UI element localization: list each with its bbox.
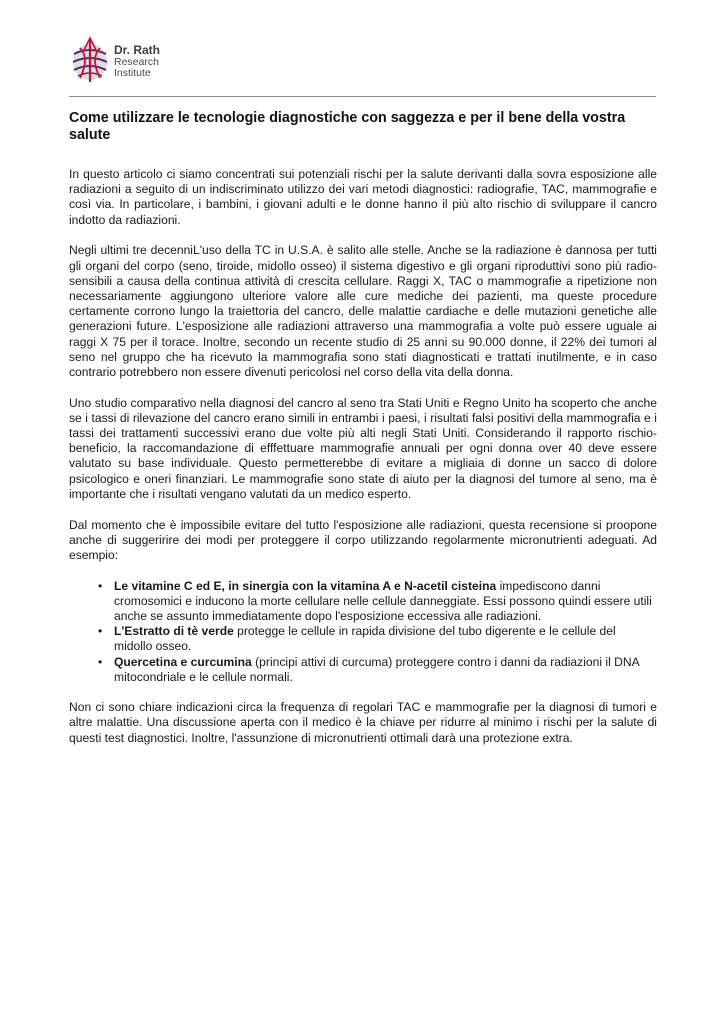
logo-line-2: Research bbox=[114, 55, 159, 68]
list-item-text: impediscono danni cromosomici e inducono la morte cellulare nelle cellule danneggiate. Essi possono quindi essere utili anche se assunto immediatamente dopo l'esposizione eccessiva alle radiazioni. bbox=[114, 578, 652, 624]
paragraph-3: Uno studio comparativo nella diagnosi del cancro al seno tra Stati Uniti e Regno Unito ha scoperto che anche se i tassi di rilevazione del cancro erano simili in entrambi i paesi, i risultati falsi positivi della mammografia e i tassi dei trattamenti successivi erano due volte più alti negli Stati Uniti. Considerando il rapporto rischio-beneficio, la raccomandazione di efffettuare mammografie annuali per ogni donna over 40 deve essere valutato su base individuale. Questo permetterebbe di evitare a migliaia di donne un sacco di dolore psicologico e oneri finanziari. Le mammografie sono state di aiuto per la diagnosi del tumore al seno, ma è importante che i risultati vengano valutati da un medico esperto. bbox=[69, 395, 657, 501]
list-item bbox=[98, 624, 657, 654]
bullet-icon: • bbox=[98, 624, 103, 639]
logo-wordmark bbox=[114, 45, 160, 80]
article-title: Come utilizzare le tecnologie diagnostiche con saggezza e per il bene della vostra salute bbox=[69, 110, 626, 143]
paragraph-4: Dal momento che è impossibile evitare del tutto l'esposizione alle radiazioni, questa recensione si proopone anche di suggeririre dei modi per proteggere il corpo utilizzando regolarmente micronutrienti adeguati. Ad esempio: bbox=[69, 517, 657, 562]
globe-logo-icon bbox=[70, 36, 110, 84]
list-item-text: (principi attivi di curcuma) proteggere contro i danni da radiazioni il DNA mitocondriale e le cellule normali. bbox=[114, 654, 639, 684]
list-item bbox=[98, 655, 657, 685]
list-item bbox=[98, 579, 657, 625]
logo-line-3: Institute bbox=[114, 67, 151, 79]
paragraph-1: In questo articolo ci siamo concentrati sui potenziali rischi per la salute derivanti dalla sovra esposizione alle radiazioni a seguito di un indiscriminato utilizzo dei vari metodi diagnostici: radiografie, TAC, mammografie e così via. In particolare, i bambini, i giovani adulti e le donne hanno il più alto rischio di sviluppare il cancro indotto da radiazioni. bbox=[69, 167, 657, 227]
header-divider bbox=[69, 96, 656, 97]
list-item-text: protegge le cellule in rapida divisione del tubo digerente e le cellule del midollo osseo. bbox=[114, 624, 616, 654]
paragraph-2: Negli ultimi tre decenniL'uso della TC in U.S.A. è salito alle stelle. Anche se la radiazione è dannosa per tutti gli organi del corpo (seno, tiroide, midollo osseo) il sistema digestivo e gli organi riproduttivi sono più radio-sensibili a causa della continua attività di crescita cellulare. Raggi X, TAC o mammografie a ripetizione non necessariamente aggiungono ulteriore valore alle cure mediche dei pazienti, ma queste procedure certamente corrono lungo la traiettoria del cancro, delle malattie cardiache e delle mutazioni genetiche alle generazioni future. L'esposizione alle radiazioni attraverso una mammografia a volte può essere uguale ai raggi X 75 per il torace. Inoltre, secondo un recente studio di 25 anni su 90.000 donne, il 22% dei tumori al seno nel gruppo che ha ricevuto la mammografia sono stati diagnosticati e trattati inutilmente, e in caso contrario potrebbero non essere divenuti pericolosi nel corso della vita della donna. bbox=[69, 243, 657, 379]
logo-line-1: Dr. Rath bbox=[114, 43, 161, 57]
closing-paragraph: Non ci sono chiare indicazioni circa la frequenza di regolari TAC e mammografie per la diagnosi di tumori e altre malattie. Una discussione aperta con il medico è la chiave per ridurre al minimo i rischi per la salute di questi test diagnostici. Inoltre, l'assunzione di micronutrienti ottimali darà una protezione extra. bbox=[69, 700, 657, 745]
bullet-icon: • bbox=[98, 578, 103, 593]
header bbox=[70, 36, 660, 86]
list-item-bold: Le vitamine C ed E, in sinergia con la vitamina A e N-acetil cisteina bbox=[114, 578, 497, 593]
article bbox=[69, 110, 657, 761]
list-item-bold: L'Estratto di tè verde bbox=[114, 624, 234, 639]
list-item-bold: Quercetina e curcumina bbox=[114, 654, 252, 669]
micronutrient-list bbox=[69, 579, 657, 685]
bullet-icon: • bbox=[98, 654, 103, 669]
